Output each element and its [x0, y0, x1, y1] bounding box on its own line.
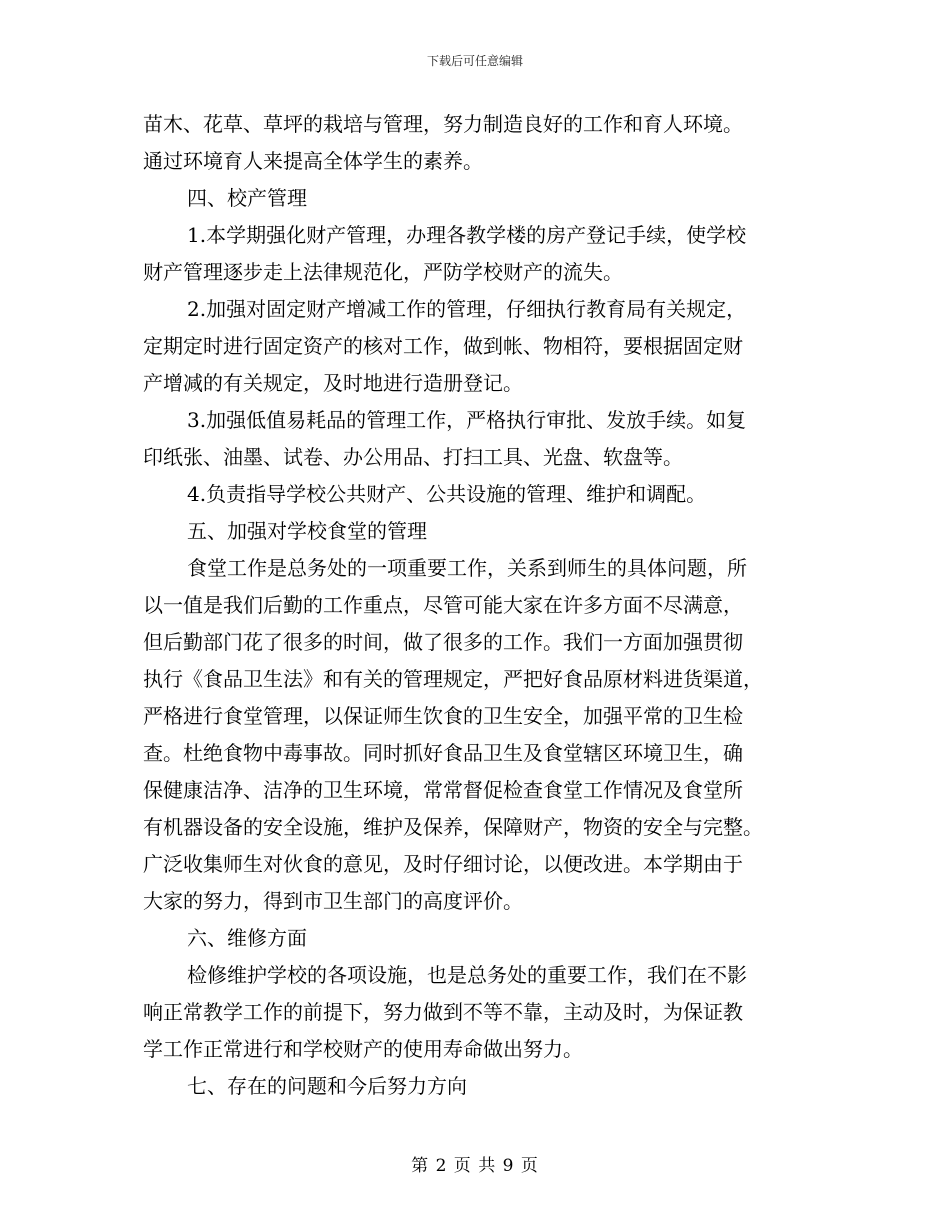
- text-line: 财产管理逐步走上法律规范化，严防学校财产的流失。: [143, 260, 623, 284]
- text-line: 学工作正常进行和学校财产的使用寿命做出努力。: [143, 1037, 583, 1061]
- text-line: 六、维修方面: [187, 926, 307, 950]
- text-line: 广泛收集师生对伙食的意见，及时仔细讨论，以便改进。本学期由于: [143, 852, 743, 876]
- text-line: 查。杜绝食物中毒事故。同时抓好食品卫生及食堂辖区环境卫生，确: [143, 741, 743, 765]
- text-line: 七、存在的问题和今后努力方向: [187, 1074, 467, 1098]
- text-line: 大家的努力，得到市卫生部门的高度评价。: [143, 889, 523, 913]
- text-line: 以一值是我们后勤的工作重点，尽管可能大家在许多方面不尽满意，: [143, 593, 743, 617]
- text-line: 五、加强对学校食堂的管理: [187, 519, 427, 543]
- text-line: 3.加强低值易耗品的管理工作，严格执行审批、发放手续。如复: [187, 408, 747, 432]
- text-line: 执行《食品卫生法》和有关的管理规定，严把好食品原材料进货渠道，: [143, 667, 763, 691]
- text-line: 苗木、花草、草坪的栽培与管理，努力制造良好的工作和育人环境。: [143, 112, 743, 136]
- text-line: 定期定时进行固定资产的核对工作，做到帐、物相符，要根据固定财: [143, 334, 743, 358]
- text-line: 2.加强对固定财产增减工作的管理，仔细执行教育局有关规定，: [187, 297, 747, 321]
- text-line: 通过环境育人来提高全体学生的素养。: [143, 149, 483, 173]
- text-line: 保健康洁净、洁净的卫生环境，常常督促检查食堂工作情况及食堂所: [143, 778, 743, 802]
- document-body: [143, 106, 807, 1105]
- text-line: 有机器设备的安全设施，维护及保养，保障财产，物资的安全与完整。: [143, 815, 763, 839]
- text-line: 印纸张、油墨、试卷、办公用品、打扫工具、光盘、软盘等。: [143, 445, 683, 469]
- text-line: 4.负责指导学校公共财产、公共设施的管理、维护和调配。: [187, 482, 707, 506]
- page-header: 下载后可任意编辑: [426, 54, 523, 68]
- text-line: 检修维护学校的各项设施，也是总务处的重要工作，我们在不影: [187, 963, 747, 987]
- text-line: 响正常教学工作的前提下，努力做到不等不靠，主动及时，为保证教: [143, 1000, 743, 1024]
- page-number-footer: 第 2 页 共 9 页: [411, 1156, 539, 1176]
- text-line: 1.本学期强化财产管理，办理各教学楼的房产登记手续，使学校: [187, 223, 747, 247]
- text-line: 严格进行食堂管理，以保证师生饮食的卫生安全，加强平常的卫生检: [143, 704, 743, 728]
- text-line: 但后勤部门花了很多的时间，做了很多的工作。我们一方面加强贯彻: [143, 630, 743, 654]
- text-line: 四、校产管理: [187, 186, 307, 210]
- text-line: 食堂工作是总务处的一项重要工作，关系到师生的具体问题，所: [187, 556, 747, 580]
- text-line: 产增减的有关规定，及时地进行造册登记。: [143, 371, 523, 395]
